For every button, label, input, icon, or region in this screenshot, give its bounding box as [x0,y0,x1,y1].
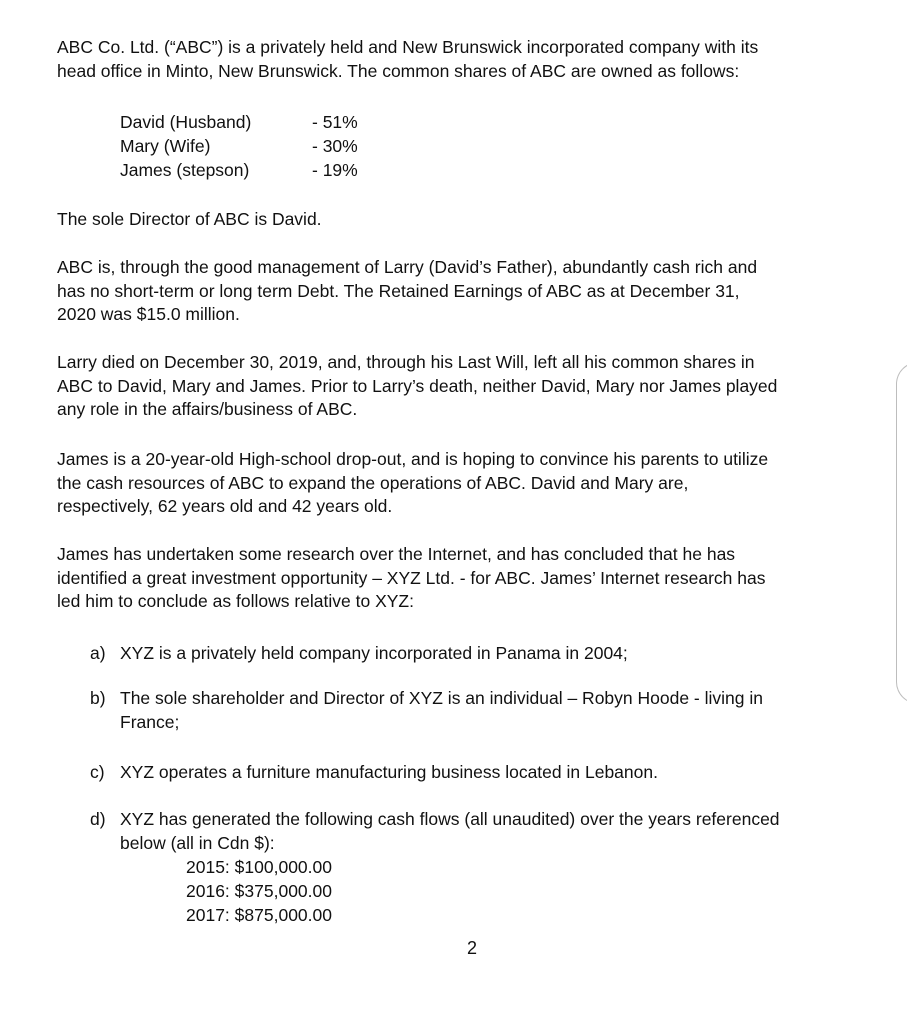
text-line: ABC Co. Ltd. (“ABC”) is a privately held and New Brunswick incorporated company with its [57,37,759,57]
shareholder-percent: - 51% [312,112,358,132]
text-line: James has undertaken some research over the Internet, and has concluded that he has [57,544,736,564]
text-line: The sole shareholder and Director of XYZ is an individual – Robyn Hoode - living in [120,688,763,708]
text-line: has no short-term or long term Debt. The Retained Earnings of ABC as at December 31, [57,280,740,301]
list-item-letter: c) [90,762,105,782]
cash-flow-row [186,880,332,904]
text-line: The sole Director of ABC is David. [57,209,322,229]
cash-flow-amount: $875,000.00 [234,905,332,925]
page-edge-scroll-indicator [896,362,907,704]
list-item-text [120,761,658,785]
list-item-letter: d) [90,809,106,829]
text-line: respectively, 62 years old and 42 years old. [57,496,393,516]
text-line: XYZ is a privately held company incorporated in Panama in 2004; [120,643,628,663]
cash-flow-year: 2016: [186,881,230,901]
cash-paragraph [57,256,887,327]
text-line: led him to conclude as follows relative to XYZ: [57,591,414,611]
shareholder-percent: - 19% [312,160,358,180]
director-paragraph [57,208,887,232]
cash-flow-list [186,856,332,928]
intro-paragraph [57,36,887,83]
text-line: the cash resources of ABC to expand the operations of ABC. David and Mary are, [57,472,689,493]
list-item-text [120,808,780,855]
larry-paragraph [57,351,887,422]
shareholder-name: James (stepson) [120,160,250,180]
shareholder-row [120,159,358,183]
cash-flow-amount: $375,000.00 [234,881,332,901]
page-number: 2 [467,938,478,958]
james-paragraph [57,448,887,519]
shareholder-name: Mary (Wife) [120,136,211,156]
text-line: identified a great investment opportunity – XYZ Ltd. - for ABC. James’ Internet research has [57,567,766,588]
cash-flow-row [186,856,332,880]
shareholder-row [120,135,358,159]
text-line: 2020 was $15.0 million. [57,304,240,324]
text-line: XYZ has generated the following cash flows (all unaudited) over the years referenced [120,809,780,829]
cash-flow-year: 2015: [186,857,230,877]
cash-flow-year: 2017: [186,905,230,925]
text-line: James is a 20-year-old High-school drop-out, and is hoping to convince his parents to utilize [57,449,769,469]
cash-flow-amount: $100,000.00 [234,857,332,877]
shareholder-list [120,111,358,183]
list-item-text [120,687,763,734]
text-line: any role in the affairs/business of ABC. [57,399,358,419]
text-line: Larry died on December 30, 2019, and, through his Last Will, left all his common shares in [57,352,755,372]
list-item-text [120,642,628,666]
text-line: ABC is, through the good management of Larry (David’s Father), abundantly cash rich and [57,257,758,277]
text-line: XYZ operates a furniture manufacturing business located in Lebanon. [120,762,658,782]
cash-flow-row [186,904,332,928]
shareholder-row [120,111,358,135]
shareholder-name: David (Husband) [120,112,252,132]
research-paragraph [57,543,887,614]
text-line: below (all in Cdn $): [120,832,275,853]
shareholder-percent: - 30% [312,136,358,156]
text-line: head office in Minto, New Brunswick. The common shares of ABC are owned as follows: [57,60,740,81]
list-item-letter: b) [90,688,106,708]
text-line: ABC to David, Mary and James. Prior to Larry’s death, neither David, Mary nor James played [57,375,778,396]
list-item-letter: a) [90,643,106,663]
text-line: France; [120,711,180,732]
